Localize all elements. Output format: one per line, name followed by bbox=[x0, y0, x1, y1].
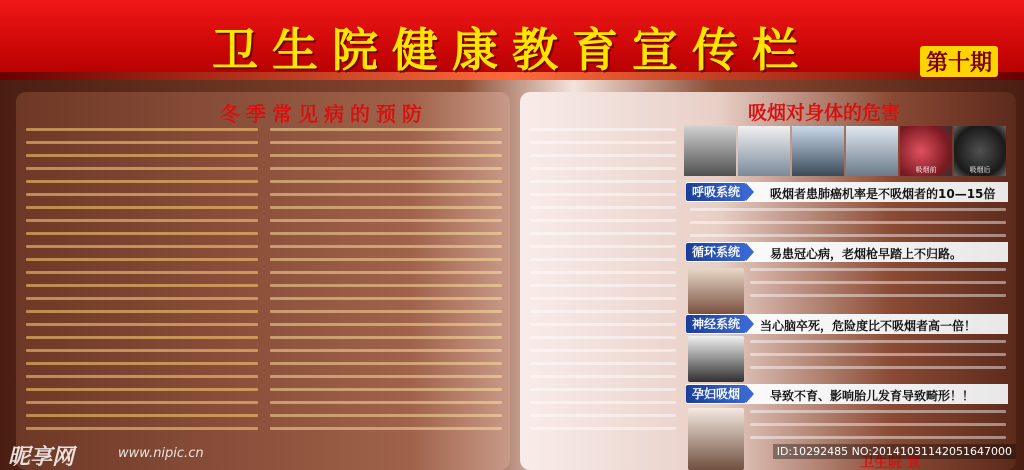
photo-caption: 吸烟后 bbox=[969, 166, 991, 174]
cigarette-photo bbox=[684, 126, 736, 176]
left-panel-heading: 冬季常见病的预防 bbox=[220, 102, 428, 126]
page-title: 卫生院健康教育宣传栏 bbox=[212, 23, 812, 77]
headline-respiratory: 吸烟者患肺癌机率是不吸烟者的10—15倍 bbox=[770, 187, 996, 201]
ashtray-photo bbox=[792, 126, 844, 176]
watermark-id: ID:10292485 NO:20141031142051647000 bbox=[773, 444, 1016, 459]
circulatory-text bbox=[750, 268, 1006, 307]
smoker-lung-photo bbox=[954, 126, 1006, 176]
smoke-photo bbox=[738, 126, 790, 176]
smoking-photo-strip bbox=[684, 126, 1006, 176]
smoker-man-photo bbox=[688, 336, 744, 382]
healthy-lung-photo bbox=[900, 126, 952, 176]
headline-pregnant: 导致不育、影响胎儿发育导致畸形！！ bbox=[770, 389, 975, 403]
tag-pregnant: 孕妇吸烟 bbox=[686, 385, 746, 403]
issue-badge: 第十期 bbox=[920, 46, 998, 77]
footer-credit: 卫生院 宣 bbox=[860, 455, 921, 470]
right-intro-text bbox=[530, 128, 676, 440]
headline-circulatory: 易患冠心病，老烟枪早踏上不归路。 bbox=[770, 247, 963, 261]
right-panel-heading: 吸烟对身体的危害 bbox=[748, 102, 901, 124]
left-column-text bbox=[26, 128, 258, 440]
doctor-photo bbox=[688, 268, 744, 314]
photo-caption: 吸烟前 bbox=[915, 166, 937, 174]
watermark-logo: 昵享网 bbox=[8, 445, 75, 470]
syringe-photo bbox=[846, 126, 898, 176]
watermark-url: www.nipic.cn bbox=[118, 446, 204, 461]
tag-respiratory: 呼吸系统 bbox=[686, 183, 746, 201]
pregnant-woman-photo bbox=[688, 408, 744, 470]
nervous-text bbox=[750, 340, 1006, 379]
tag-nervous: 神经系统 bbox=[686, 315, 746, 333]
middle-column-text bbox=[270, 128, 502, 440]
headline-nervous: 当心脑卒死，危险度比不吸烟者高一倍！ bbox=[760, 319, 977, 333]
tag-circulatory: 循环系统 bbox=[686, 243, 746, 261]
